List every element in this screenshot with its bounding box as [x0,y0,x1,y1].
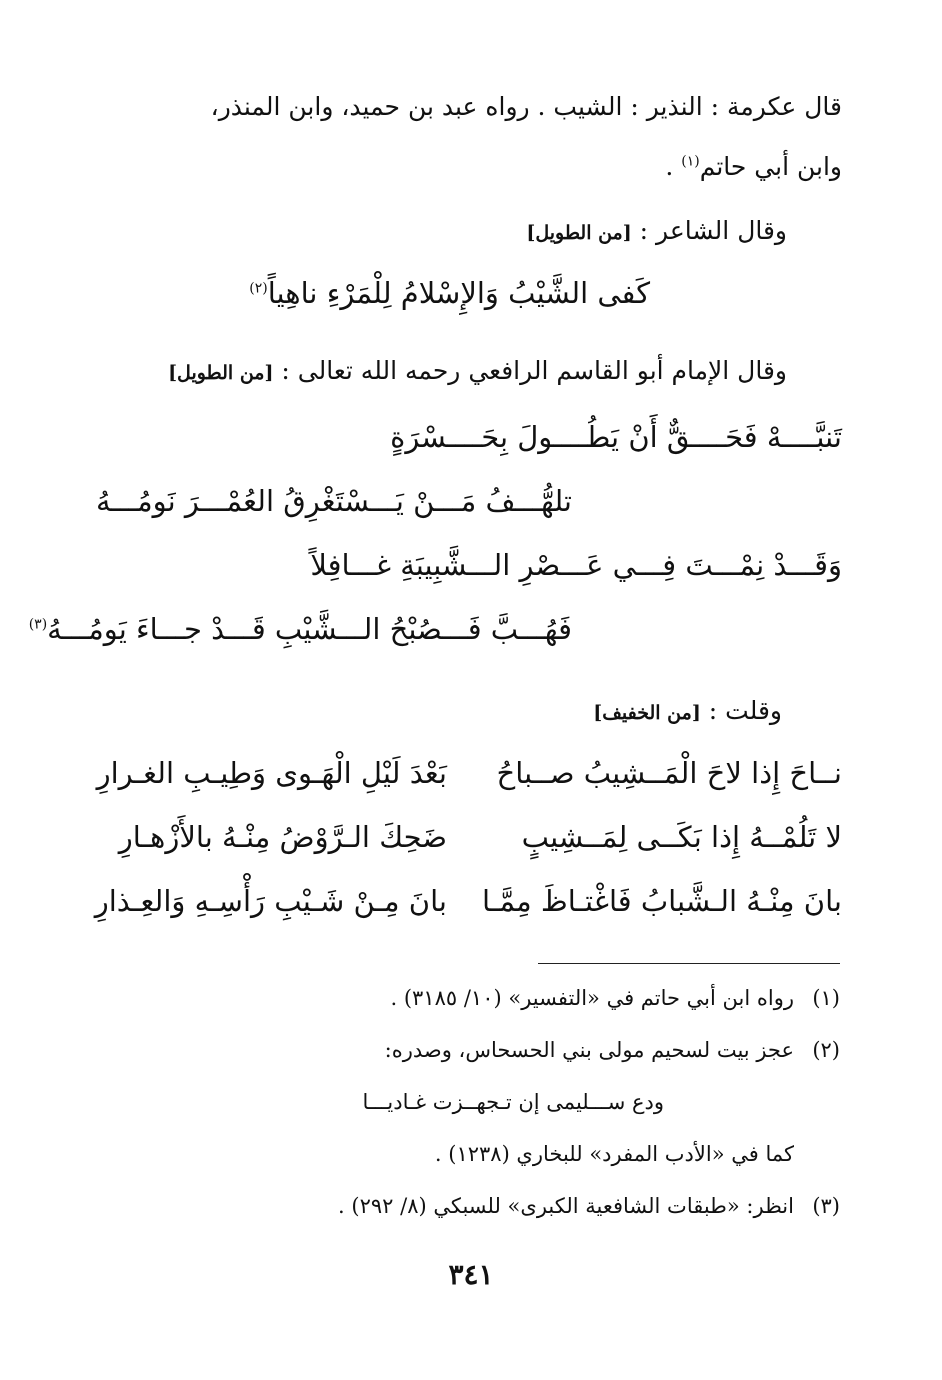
verse-khafif-1-left: بَعْدَ لَيْلِ الْهَـوى وَطِيـبِ الغـرارِ [96,756,447,790]
verse-rafii-2: تلهُّـــفُ مَـــنْ يَـــسْتَغْرِقُ العُمْـــرَ نَومُـــهُ [96,484,572,518]
verse-rafii-3: وَقَـــدْ نِمْـــتَ فِـــي عَـــصْرِ الـــشَّبِيبَةِ غـــافِلاً [310,548,842,582]
verse-khafif-3-left: بانَ مِـنْ شَـيْبِ رَأْسِـهِ وَالعِـذارِ [94,884,447,918]
footnote-2 [385,1038,840,1062]
footnote-2-source: كما في «الأدب المفرد» للبخاري (١٢٣٨) . [434,1142,794,1166]
verse-rafii-1: تَنبَّــــهْ فَحَــــقٌّ أَنْ يَطُــــولَ بِحَــــسْرَةٍ [390,420,842,454]
poem-intro-1 [526,216,787,245]
verse-rafii-4-text: فَهُـــبَّ فَـــصُبْحُ الـــشَّيْبِ قَـــدْ جـــاءَ يَومُـــهُ [47,612,572,646]
footnote-ref-3[interactable]: (٣) [28,616,48,633]
verse-khafif-2-left: ضَحِكَ الـرَّوْضُ مِنْـهُ بالأَزْهـارِ [118,820,447,854]
prose-line-2-text: وابن أبي حاتم [699,152,842,181]
verse-single-text: كَفى الشَّيْبُ وَالإِسْلامُ لِلْمَرْءِ ناهِياً [267,276,650,310]
prose-line-2-end: . [665,152,682,181]
poem-intro-3 [593,696,782,725]
footnote-2-text: عجز بيت لسحيم مولى بني الحسحاس، وصدره: [384,1038,794,1062]
footnote-3-text: انظر: «طبقات الشافعية الكبرى» للسبكي (٨/ ٢٩٢) . [338,1194,794,1218]
footnote-3 [338,1194,840,1218]
prose-line-1: قال عكرمة : النذير : الشيب . رواه عبد بن حميد، وابن المنذر، [210,92,842,121]
footnote-3-number: (٣) [812,1194,840,1218]
footnote-1-number: (١) [812,986,840,1010]
meter-label-3: [من الخفيف] [593,702,701,724]
poem-intro-2-text: وقال الإمام أبو القاسم الرافعي رحمه الله تعالى : [273,356,787,385]
prose-line-2 [665,152,842,181]
footnote-1-text: رواه ابن أبي حاتم في «التفسير» (١٠/ ٣١٨٥) . [390,986,794,1010]
footnote-ref-2[interactable]: (٢) [249,280,268,297]
poem-intro-1-text: وقال الشاعر : [631,216,787,245]
verse-khafif-2-right: لا تَلُمْــهُ إِذا بَكَــى لِمَــشِيبٍ [521,820,842,854]
meter-label-1: [من الطويل] [526,222,632,244]
footnote-ref-1[interactable]: (١) [681,153,700,170]
page-number: ٣٤١ [448,1258,494,1291]
poem-intro-2 [168,356,787,385]
footnote-2-number: (٢) [812,1038,840,1062]
verse-khafif-1-right: نــاحَ إِذا لاحَ الْمَــشِيبُ صــباحُ [496,756,842,790]
meter-label-2: [من الطويل] [168,362,274,384]
verse-khafif-3-right: بانَ مِنْـهُ الـشَّبابُ فَاغْتـاظَ مِمَّـا [482,884,842,918]
footnote-1 [390,986,840,1010]
footnote-2-quote: ودع ســـليمى إن تـجهــزت غـاديـــا [362,1090,664,1114]
poem-intro-3-text: وقلت : [700,696,782,725]
footnote-separator [538,963,840,964]
verse-single [249,276,650,310]
verse-rafii-4 [29,612,572,646]
